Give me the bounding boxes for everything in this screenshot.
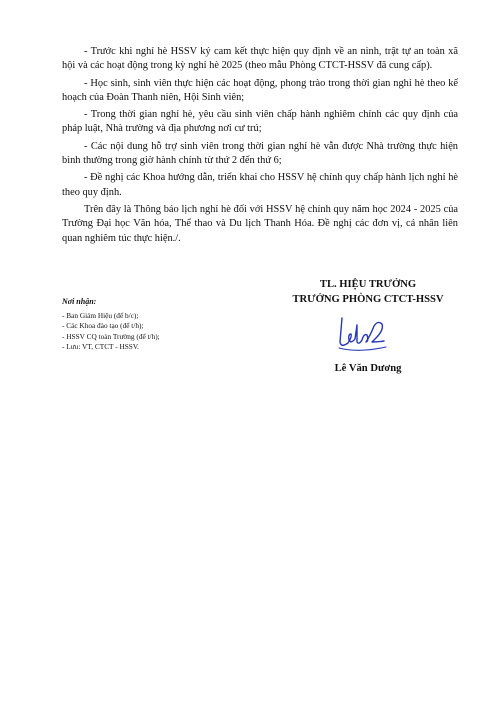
signature-block [262, 277, 474, 307]
paragraph-conclusion: Trên đây là Thông báo lịch nghỉ hè đối với HSSV hệ chính quy năm học 2024 - 2025 của Trường Đại học Văn hóa, Thể thao và Du lịch Thanh Hóa. Đề nghị các đơn vị, cá nhân liên quan nghiêm túc thực hiện./. [62, 203, 458, 244]
recipients-title: Nơi nhận: [62, 297, 97, 306]
recipient-item: - Lưu: VT, CTCT - HSSV. [62, 342, 140, 352]
signature-title-line1: TL. HIỆU TRƯỞNG [319, 279, 417, 290]
recipients-list [62, 297, 252, 353]
signature-title-line2: TRƯỞNG PHÒNG CTCT-HSSV [292, 294, 444, 305]
paragraph-support: - Các nội dung hỗ trợ sinh viên trong thời gian nghỉ hè vẫn được Nhà trường thực hiện bình thường trong giờ hành chính từ thứ 2 đến thứ 6; [62, 140, 458, 167]
paragraph-law-compliance: - Trong thời gian nghỉ hè, yêu cầu sinh viên chấp hành nghiêm chỉnh các quy định của pháp luật, Nhà trường và địa phương nơi cư trú; [62, 109, 458, 135]
handwritten-signature [336, 312, 390, 356]
paragraph-faculty-guidance: - Đề nghị các Khoa hướng dẫn, triển khai cho HSSV hệ chính quy chấp hành lịch nghỉ hè theo quy định. [62, 172, 458, 198]
recipient-item: - Ban Giám Hiệu (để b/c); [62, 311, 139, 320]
signer-name: Lê Văn Dương [334, 363, 402, 374]
recipient-item: - HSSV CQ toàn Trường (để t/h); [62, 331, 160, 341]
recipient-item: - Các Khoa đào tạo (để t/h); [62, 321, 144, 331]
paragraph-commitment: - Trước khi nghỉ hè HSSV ký cam kết thực hiện quy định về an ninh, trật tự an toàn xã hội và các hoạt động trong kỳ nghỉ hè 2025 (theo mẫu Phòng CTCT-HSSV đã cung cấp). [62, 46, 458, 72]
paragraph-activities: - Học sinh, sinh viên thực hiện các hoạt động, phong trào trong thời gian nghỉ hè theo kế hoạch của Đoàn Thanh niên, Hội Sinh viên; [62, 77, 458, 103]
notice-body [62, 45, 458, 249]
